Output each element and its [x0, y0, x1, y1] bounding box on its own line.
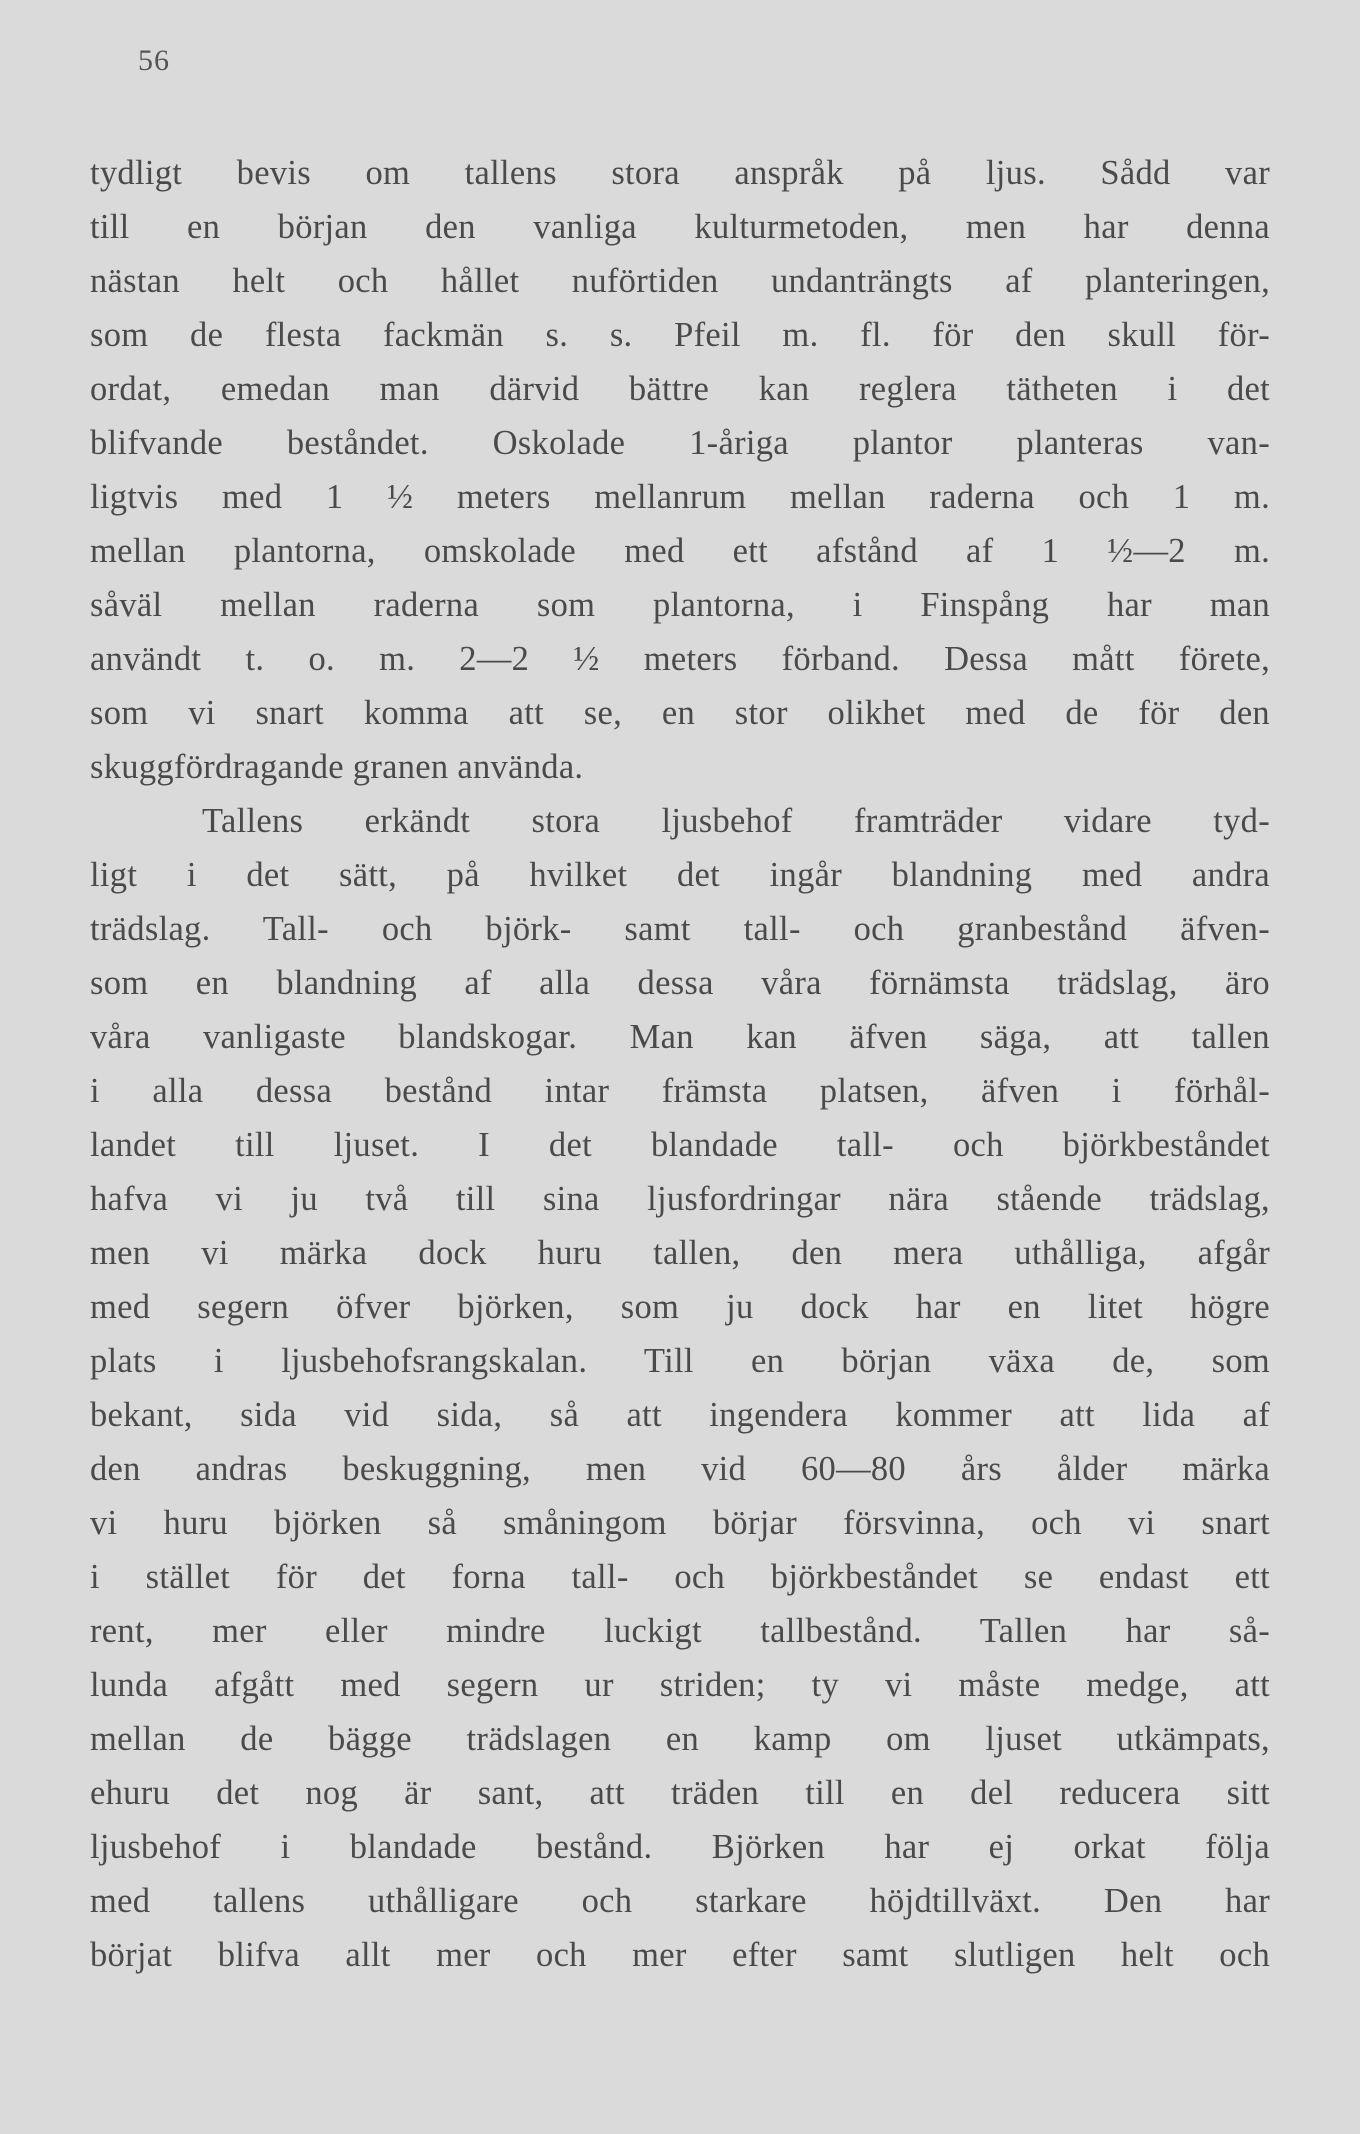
text-line: vi huru björken så småningom börjar försvinna, och vi snart: [90, 1504, 1270, 1542]
text-line: Tallens erkändt stora ljusbehof framträder vidare tyd-: [202, 802, 1270, 840]
text-line: mellan plantorna, omskolade med ett afstånd af 1 ½—2 m.: [90, 532, 1270, 570]
text-line: men vi märka dock huru tallen, den mera uthålliga, afgår: [90, 1234, 1270, 1272]
text-line: skuggfördragande granen använda.: [90, 748, 584, 786]
text-line: lunda afgått med segern ur striden; ty vi måste medge, att: [90, 1666, 1270, 1704]
text-line: ligtvis med 1 ½ meters mellanrum mellan raderna och 1 m.: [90, 478, 1270, 516]
text-line: blifvande beståndet. Oskolade 1-åriga plantor planteras van-: [90, 424, 1270, 462]
text-line: som vi snart komma att se, en stor olikhet med de för den: [90, 694, 1270, 732]
text-line: plats i ljusbehofsrangskalan. Till en början växa de, som: [90, 1342, 1270, 1380]
text-line: med tallens uthålligare och starkare höjdtillväxt. Den har: [90, 1882, 1270, 1920]
page-number: 56: [138, 44, 170, 77]
text-line: mellan de bägge trädslagen en kamp om ljuset utkämpats,: [90, 1720, 1270, 1758]
text-line: ordat, emedan man därvid bättre kan reglera tätheten i det: [90, 370, 1270, 408]
text-line: tydligt bevis om tallens stora anspråk på ljus. Sådd var: [90, 154, 1270, 192]
text-line: i alla dessa bestånd intar främsta platsen, äfven i förhål-: [90, 1072, 1270, 1110]
text-line: landet till ljuset. I det blandade tall- och björkbeståndet: [90, 1126, 1270, 1164]
text-line: som en blandning af alla dessa våra förnämsta trädslag, äro: [90, 964, 1270, 1002]
text-line: våra vanligaste blandskogar. Man kan äfven säga, att tallen: [90, 1018, 1270, 1056]
text-line: hafva vi ju två till sina ljusfordringar nära stående trädslag,: [90, 1180, 1270, 1218]
text-line: såväl mellan raderna som plantorna, i Finspång har man: [90, 586, 1270, 624]
text-line: som de flesta fackmän s. s. Pfeil m. fl. för den skull för-: [90, 316, 1270, 354]
text-line: ligt i det sätt, på hvilket det ingår blandning med andra: [90, 856, 1270, 894]
text-line: den andras beskuggning, men vid 60—80 års ålder märka: [90, 1450, 1270, 1488]
text-line: med segern öfver björken, som ju dock har en litet högre: [90, 1288, 1270, 1326]
text-line: ehuru det nog är sant, att träden till en del reducera sitt: [90, 1774, 1270, 1812]
text-line: nästan helt och hållet nuförtiden undanträngts af planteringen,: [90, 262, 1270, 300]
text-line: rent, mer eller mindre luckigt tallbestånd. Tallen har så-: [90, 1612, 1270, 1650]
text-line: trädslag. Tall- och björk- samt tall- och granbestånd äfven-: [90, 910, 1270, 948]
text-line: ljusbehof i blandade bestånd. Björken har ej orkat följa: [90, 1828, 1270, 1866]
text-line: till en början den vanliga kulturmetoden, men har denna: [90, 208, 1270, 246]
text-line: användt t. o. m. 2—2 ½ meters förband. Dessa mått förete,: [90, 640, 1270, 678]
body-text: [90, 146, 1270, 1982]
text-line: bekant, sida vid sida, så att ingendera kommer att lida af: [90, 1396, 1270, 1434]
text-line: börjat blifva allt mer och mer efter samt slutligen helt och: [90, 1936, 1270, 1974]
text-line: i stället för det forna tall- och björkbeståndet se endast ett: [90, 1558, 1270, 1596]
